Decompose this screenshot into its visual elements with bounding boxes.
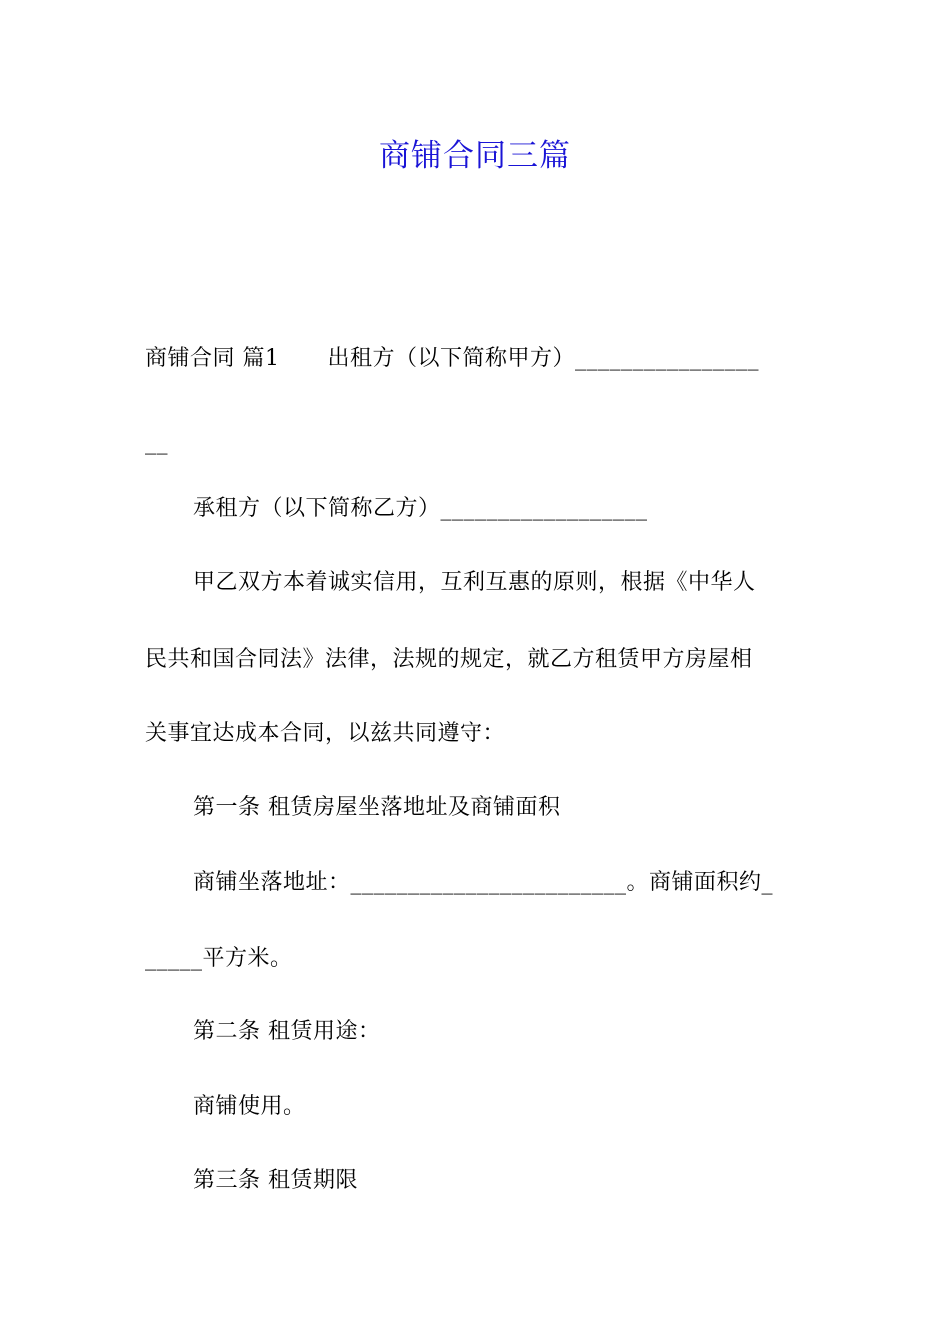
paragraph-line: 民共和国合同法》法律，法规的规定，就乙方租赁甲方房屋相 — [145, 647, 753, 672]
lessor-field-continuation: __ — [145, 430, 168, 455]
paragraph-line: 商铺使用。 — [193, 1094, 306, 1119]
lessor-field: 出租方（以下简称甲方）________________ — [327, 346, 760, 371]
article-heading: 第二条 租赁用途： — [193, 1019, 381, 1044]
area-field: _____平方米。 — [145, 946, 293, 971]
paragraph-line: 甲乙双方本着诚实信用，互利互惠的原则，根据《中华人 — [193, 570, 756, 595]
article-heading: 第三条 租赁期限 — [193, 1168, 358, 1193]
section-heading: 商铺合同 篇1 — [145, 346, 280, 371]
contract-heading-line — [145, 344, 759, 374]
address-field: 商铺坐落地址：________________________。商铺面积约_ — [193, 870, 774, 895]
lessee-field: 承租方（以下简称乙方）__________________ — [193, 496, 648, 521]
article-heading: 第一条 租赁房屋坐落地址及商铺面积 — [193, 795, 561, 820]
document-title: 商铺合同三篇 — [379, 138, 571, 174]
paragraph-line: 关事宜达成本合同，以兹共同遵守： — [145, 721, 506, 746]
